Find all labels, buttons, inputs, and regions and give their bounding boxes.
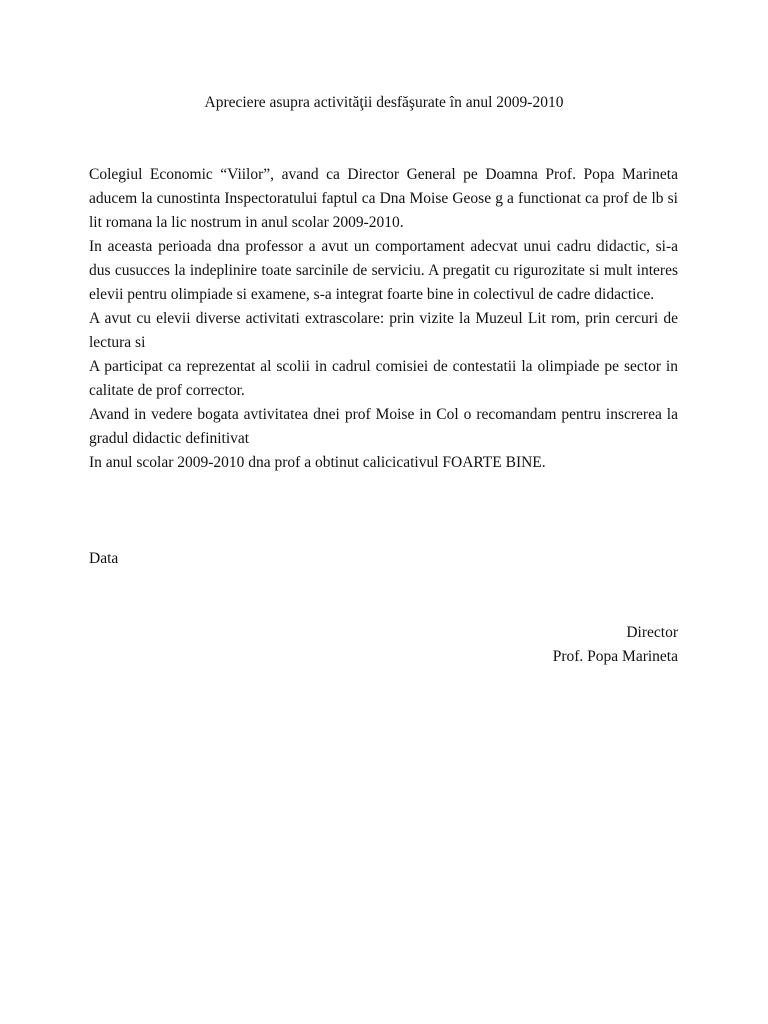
- signature-name: Prof. Popa Marineta: [552, 648, 678, 665]
- paragraph-recommendation: Avand in vedere bogata avtivitatea dnei prof Moise in Col o recomandam pentru inscrerea la gradul didactic definitivat: [89, 406, 678, 447]
- paragraph-conduct: In aceasta perioada dna professor a avut un comportament adecvat unui cadru didactic, si-a dus cusucces la indeplinire toate sarcinile de serviciu. A pregatit cu rigurozitate si mult interes elevii pentru olimpiade si examene, s-a integrat foarte bine in colectivul de cadre didactice.: [89, 238, 678, 303]
- paragraph-qualification: In anul scolar 2009-2010 dna prof a obtinut calicicativul FOARTE BINE.: [89, 454, 546, 471]
- paragraph-extracurricular: A avut cu elevii diverse activitati extrascolare: prin vizite la Muzeul Lit rom, prin cercuri de lectura si: [89, 310, 678, 351]
- paragraph-intro: Colegiul Economic “Viilor”, avand ca Director General pe Doamna Prof. Popa Marineta aducem la cunostinta Inspectoratului faptul ca Dna Moise Geose g a functionat ca prof de lb si lit romana la lic nostrum in anul scolar 2009-2010.: [89, 166, 678, 231]
- signature-block: [553, 621, 678, 669]
- date-label: Data: [89, 550, 119, 567]
- signature-role: Director: [626, 624, 678, 641]
- document-body: [89, 163, 678, 475]
- paragraph-commission: A participat ca reprezentat al scolii in cadrul comisiei de contestatii la olimpiade pe sector in calitate de prof corrector.: [89, 358, 678, 399]
- document-title: Apreciere asupra activităţii desfăşurate în anul 2009-2010: [204, 94, 564, 111]
